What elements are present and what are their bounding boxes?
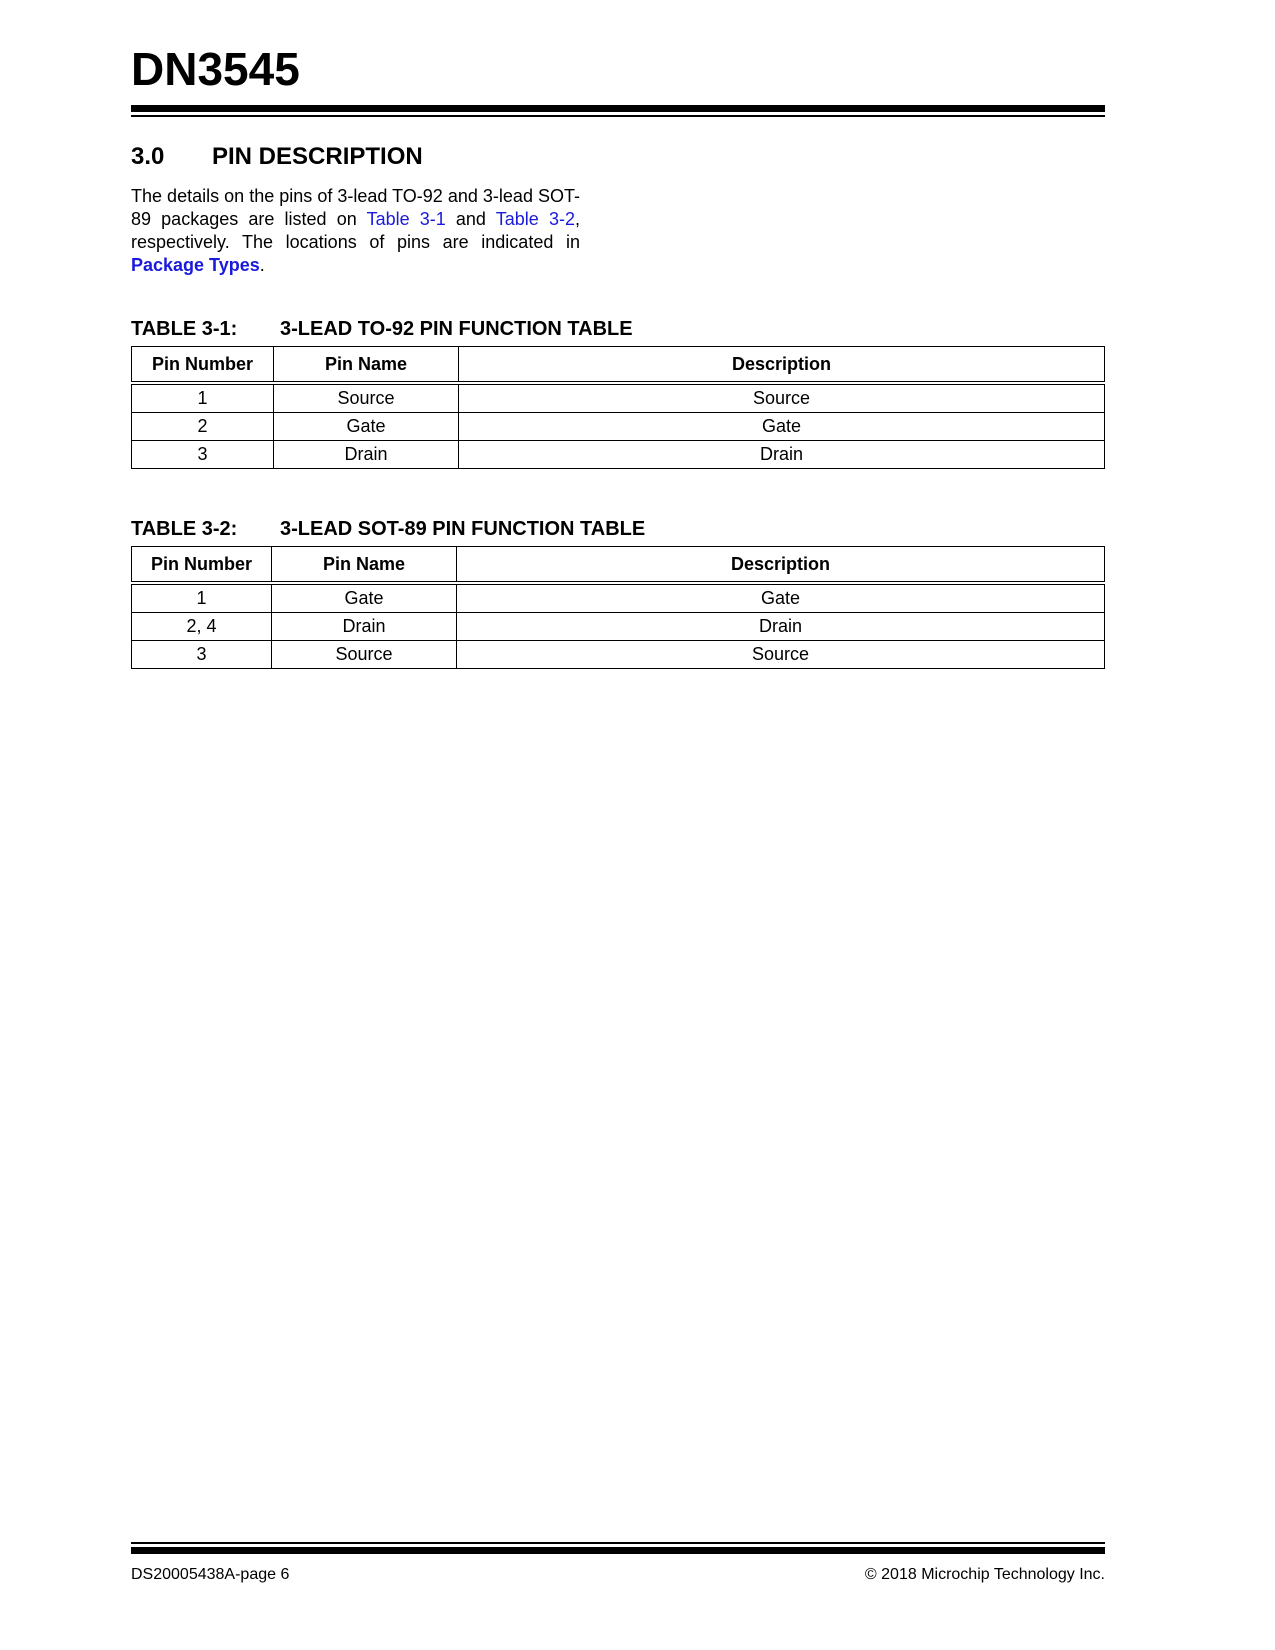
cell-description: Gate: [457, 583, 1105, 613]
table1-caption: [131, 316, 633, 342]
section-heading: [131, 142, 423, 172]
intro-paragraph: [131, 185, 580, 277]
intro-text-1: The details on the pins of 3-lead TO-92 and 3-lead SOT-89 packages are listed on: [131, 186, 580, 229]
table-row: [132, 413, 1105, 441]
table-row: [132, 383, 1105, 413]
header-pin-name: Pin Name: [272, 547, 457, 584]
header-pin-name: Pin Name: [274, 347, 459, 384]
cell-pin-number: 1: [132, 383, 274, 413]
table2-caption-number: TABLE 3-2:: [131, 518, 238, 540]
cell-pin-name: Source: [272, 641, 457, 669]
header-rule-thick: [131, 105, 1105, 112]
header-pin-number: Pin Number: [132, 347, 274, 384]
cell-description: Source: [459, 383, 1105, 413]
cell-pin-name: Drain: [272, 613, 457, 641]
table2-caption: [131, 516, 645, 542]
link-package-types[interactable]: Package Types: [131, 255, 260, 275]
footer-rule-thick: [131, 1547, 1105, 1554]
table-row: [132, 583, 1105, 613]
cell-description: Drain: [457, 613, 1105, 641]
header-description: Description: [457, 547, 1105, 584]
table2-caption-title: 3-LEAD SOT-89 PIN FUNCTION TABLE: [280, 518, 646, 540]
cell-description: Drain: [459, 441, 1105, 469]
section-number: 3.0: [131, 143, 165, 170]
table1-caption-title: 3-LEAD TO-92 PIN FUNCTION TABLE: [280, 318, 633, 340]
table2-pin-function: [131, 546, 1105, 669]
cell-pin-name: Gate: [272, 583, 457, 613]
footer-copyright: © 2018 Microchip Technology Inc.: [864, 1566, 1105, 1583]
table-row: [132, 641, 1105, 669]
header-description: Description: [459, 347, 1105, 384]
cell-pin-name: Source: [274, 383, 459, 413]
cell-pin-number: 2: [132, 413, 274, 441]
cell-description: Gate: [459, 413, 1105, 441]
cell-pin-number: 1: [132, 583, 272, 613]
table-row: [132, 441, 1105, 469]
table1-caption-number: TABLE 3-1:: [131, 318, 238, 340]
footer-rule-thin: [131, 1542, 1105, 1544]
footer-doc-page: DS20005438A-page 6: [131, 1566, 290, 1583]
intro-text-2: and: [445, 209, 496, 229]
cell-pin-name: Drain: [274, 441, 459, 469]
table-row: [132, 613, 1105, 641]
header-rule-thin: [131, 115, 1105, 117]
intro-text-4: .: [259, 255, 265, 275]
intro-text-3: , respectively. The locations of pins are indicated in: [131, 209, 580, 252]
cell-pin-number: 3: [132, 641, 272, 669]
page-title: DN3545: [131, 43, 300, 95]
cell-pin-number: 2, 4: [132, 613, 272, 641]
link-table-3-2[interactable]: Table 3-2: [495, 209, 575, 229]
link-table-3-1[interactable]: Table 3-1: [366, 209, 446, 229]
table-header-row: [132, 547, 1105, 584]
header-pin-number: Pin Number: [132, 547, 272, 584]
section-title: PIN DESCRIPTION: [212, 143, 423, 170]
cell-pin-name: Gate: [274, 413, 459, 441]
table1-pin-function: [131, 346, 1105, 469]
cell-description: Source: [457, 641, 1105, 669]
cell-pin-number: 3: [132, 441, 274, 469]
table-header-row: [132, 347, 1105, 384]
